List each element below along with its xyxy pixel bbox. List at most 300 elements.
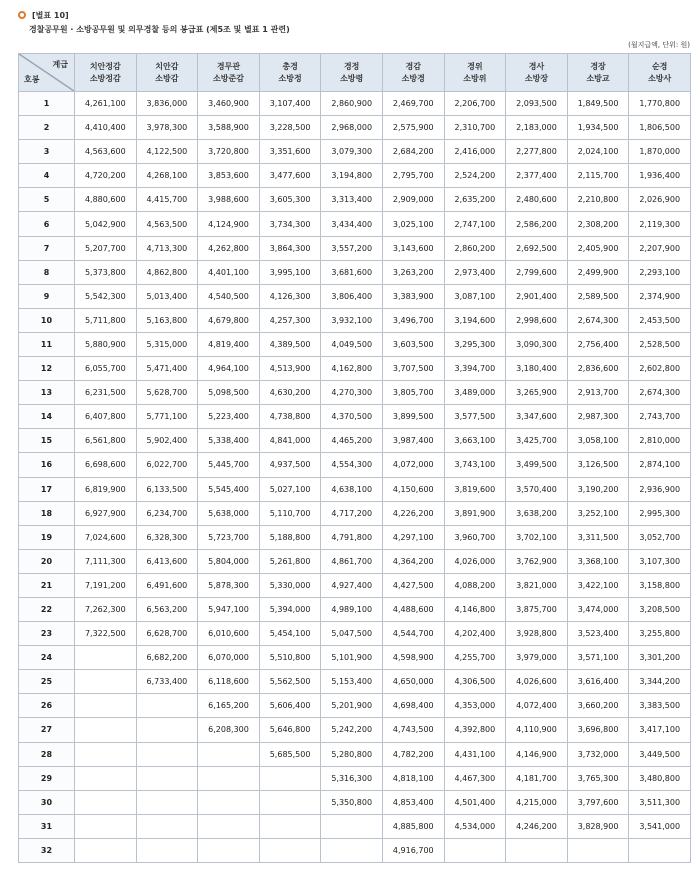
salary-cell: 3,821,000 <box>506 573 568 597</box>
salary-cell: 2,684,200 <box>382 140 444 164</box>
salary-cell: 4,246,200 <box>506 814 568 838</box>
salary-cell: 4,630,200 <box>259 381 321 405</box>
salary-cell: 3,978,300 <box>136 116 198 140</box>
table-row <box>19 164 691 188</box>
step-number-cell: 23 <box>19 622 75 646</box>
salary-cell: 3,107,300 <box>629 549 691 573</box>
rank-fire-label: 소방령 <box>340 73 364 83</box>
salary-cell: 3,864,300 <box>259 236 321 260</box>
rank-police-label: 경감 <box>405 61 421 71</box>
salary-cell: 4,262,800 <box>198 236 260 260</box>
salary-cell: 3,797,600 <box>567 790 629 814</box>
salary-cell: 2,799,600 <box>506 260 568 284</box>
salary-cell: 5,723,700 <box>198 525 260 549</box>
salary-cell: 4,650,000 <box>382 670 444 694</box>
salary-cell: 2,293,100 <box>629 260 691 284</box>
table-row <box>19 838 691 862</box>
salary-cell: 4,598,900 <box>382 646 444 670</box>
salary-cell: 5,098,500 <box>198 381 260 405</box>
table-row <box>19 622 691 646</box>
salary-cell: 4,717,200 <box>321 501 383 525</box>
salary-cell <box>75 646 137 670</box>
table-row <box>19 549 691 573</box>
salary-cell: 5,646,800 <box>259 718 321 742</box>
salary-cell: 2,377,400 <box>506 164 568 188</box>
salary-cell: 2,913,700 <box>567 381 629 405</box>
salary-cell <box>259 838 321 862</box>
salary-cell: 4,861,700 <box>321 549 383 573</box>
salary-cell: 6,231,500 <box>75 381 137 405</box>
salary-cell: 2,909,000 <box>382 188 444 212</box>
salary-cell: 7,111,300 <box>75 549 137 573</box>
rank-fire-label: 소방준감 <box>213 73 244 83</box>
rank-header-cell <box>382 54 444 92</box>
salary-cell: 4,927,400 <box>321 573 383 597</box>
salary-cell: 5,047,500 <box>321 622 383 646</box>
salary-cell: 3,158,800 <box>629 573 691 597</box>
salary-cell: 4,743,500 <box>382 718 444 742</box>
salary-cell: 4,563,500 <box>136 212 198 236</box>
salary-cell: 3,190,200 <box>567 477 629 501</box>
rank-fire-label: 소방경 <box>401 73 425 83</box>
step-number-cell: 5 <box>19 188 75 212</box>
salary-cell: 5,101,900 <box>321 646 383 670</box>
table-row <box>19 405 691 429</box>
salary-cell: 3,255,800 <box>629 622 691 646</box>
salary-cell: 3,295,300 <box>444 332 506 356</box>
salary-cell: 2,374,900 <box>629 284 691 308</box>
salary-cell: 3,806,400 <box>321 284 383 308</box>
rank-header-cell <box>567 54 629 92</box>
corner-label-step: 호봉 <box>24 75 40 84</box>
salary-cell: 5,188,800 <box>259 525 321 549</box>
salary-cell: 5,947,100 <box>198 597 260 621</box>
rank-police-label: 치안감 <box>155 61 179 71</box>
salary-cell: 4,026,000 <box>444 549 506 573</box>
salary-cell: 3,107,400 <box>259 92 321 116</box>
salary-cell: 2,575,900 <box>382 116 444 140</box>
rank-police-label: 순경 <box>651 61 668 71</box>
salary-cell: 5,445,700 <box>198 453 260 477</box>
salary-cell: 3,928,800 <box>506 622 568 646</box>
salary-cell: 3,425,700 <box>506 429 568 453</box>
salary-cell: 3,434,400 <box>321 212 383 236</box>
salary-cell: 3,702,100 <box>506 525 568 549</box>
salary-cell: 3,499,500 <box>506 453 568 477</box>
salary-cell <box>629 838 691 862</box>
step-number-cell: 10 <box>19 308 75 332</box>
salary-cell: 4,270,300 <box>321 381 383 405</box>
salary-cell: 3,960,700 <box>444 525 506 549</box>
salary-cell: 4,110,900 <box>506 718 568 742</box>
salary-cell: 4,122,500 <box>136 140 198 164</box>
salary-cell: 3,301,200 <box>629 646 691 670</box>
salary-cell <box>75 742 137 766</box>
salary-cell: 2,469,700 <box>382 92 444 116</box>
rank-fire-label: 소방위 <box>463 73 487 83</box>
rank-fire-label: 소방교 <box>586 73 610 83</box>
salary-cell: 3,987,400 <box>382 429 444 453</box>
salary-cell: 2,589,500 <box>567 284 629 308</box>
salary-cell: 3,087,100 <box>444 284 506 308</box>
salary-cell: 5,638,000 <box>198 501 260 525</box>
table-row <box>19 236 691 260</box>
corner-label-rank: 계급 <box>52 60 68 69</box>
salary-cell: 4,146,900 <box>506 742 568 766</box>
salary-cell: 2,692,500 <box>506 236 568 260</box>
salary-cell: 2,210,800 <box>567 188 629 212</box>
salary-cell: 2,480,600 <box>506 188 568 212</box>
salary-cell: 3,347,600 <box>506 405 568 429</box>
salary-cell: 3,638,200 <box>506 501 568 525</box>
salary-cell: 3,252,100 <box>567 501 629 525</box>
salary-cell <box>75 790 137 814</box>
salary-cell: 5,628,700 <box>136 381 198 405</box>
step-number-cell: 19 <box>19 525 75 549</box>
salary-cell: 2,416,000 <box>444 140 506 164</box>
salary-cell: 5,685,500 <box>259 742 321 766</box>
salary-cell: 4,150,600 <box>382 477 444 501</box>
rank-police-label: 경정 <box>343 61 360 71</box>
salary-cell: 4,501,400 <box>444 790 506 814</box>
step-number-cell: 18 <box>19 501 75 525</box>
step-number-cell: 12 <box>19 357 75 381</box>
salary-cell: 5,804,000 <box>198 549 260 573</box>
salary-cell: 2,674,300 <box>629 381 691 405</box>
salary-cell: 2,206,700 <box>444 92 506 116</box>
salary-cell: 7,024,600 <box>75 525 137 549</box>
salary-cell: 3,489,000 <box>444 381 506 405</box>
step-number-cell: 6 <box>19 212 75 236</box>
salary-cell: 3,932,100 <box>321 308 383 332</box>
salary-cell: 3,588,900 <box>198 116 260 140</box>
salary-cell <box>259 766 321 790</box>
salary-cell: 4,467,300 <box>444 766 506 790</box>
salary-cell: 5,013,400 <box>136 284 198 308</box>
salary-cell: 3,090,300 <box>506 332 568 356</box>
salary-cell <box>198 790 260 814</box>
salary-cell: 3,853,600 <box>198 164 260 188</box>
step-number-cell: 15 <box>19 429 75 453</box>
salary-cell: 2,674,300 <box>567 308 629 332</box>
salary-cell: 5,394,000 <box>259 597 321 621</box>
salary-cell: 2,795,700 <box>382 164 444 188</box>
salary-cell: 3,313,400 <box>321 188 383 212</box>
table-row <box>19 284 691 308</box>
rank-fire-label: 소방사 <box>648 73 672 83</box>
salary-cell: 5,510,800 <box>259 646 321 670</box>
salary-cell: 2,183,000 <box>506 116 568 140</box>
step-number-cell: 1 <box>19 92 75 116</box>
salary-cell: 4,415,700 <box>136 188 198 212</box>
salary-cell: 4,638,100 <box>321 477 383 501</box>
salary-cell: 3,836,000 <box>136 92 198 116</box>
salary-cell: 4,026,600 <box>506 670 568 694</box>
salary-cell: 5,163,800 <box>136 308 198 332</box>
salary-cell: 5,373,800 <box>75 260 137 284</box>
table-row <box>19 92 691 116</box>
salary-cell: 3,422,100 <box>567 573 629 597</box>
step-number-cell: 16 <box>19 453 75 477</box>
salary-cell: 3,828,900 <box>567 814 629 838</box>
salary-cell: 3,368,100 <box>567 549 629 573</box>
salary-cell: 1,806,500 <box>629 116 691 140</box>
salary-cell <box>321 814 383 838</box>
salary-cell: 4,255,700 <box>444 646 506 670</box>
salary-cell: 5,315,000 <box>136 332 198 356</box>
table-row <box>19 140 691 164</box>
rank-header-cell <box>506 54 568 92</box>
salary-cell: 2,810,000 <box>629 429 691 453</box>
salary-cell: 2,207,900 <box>629 236 691 260</box>
salary-cell: 2,756,400 <box>567 332 629 356</box>
unit-note: (월지급액, 단위: 원) <box>628 41 690 49</box>
salary-cell: 3,496,700 <box>382 308 444 332</box>
salary-cell: 2,973,400 <box>444 260 506 284</box>
salary-cell <box>75 814 137 838</box>
salary-cell: 2,936,900 <box>629 477 691 501</box>
salary-cell: 4,410,400 <box>75 116 137 140</box>
rank-police-label: 경장 <box>590 61 606 71</box>
salary-cell: 5,261,800 <box>259 549 321 573</box>
step-number-cell: 2 <box>19 116 75 140</box>
salary-cell: 4,353,000 <box>444 694 506 718</box>
table-row <box>19 381 691 405</box>
salary-cell: 3,875,700 <box>506 597 568 621</box>
salary-cell: 4,534,000 <box>444 814 506 838</box>
step-number-cell: 7 <box>19 236 75 260</box>
salary-cell: 3,988,600 <box>198 188 260 212</box>
salary-cell: 3,707,500 <box>382 357 444 381</box>
salary-cell: 3,263,200 <box>382 260 444 284</box>
table-row <box>19 694 691 718</box>
salary-cell: 4,841,000 <box>259 429 321 453</box>
salary-cell: 2,115,700 <box>567 164 629 188</box>
salary-cell: 6,234,700 <box>136 501 198 525</box>
salary-cell: 3,383,500 <box>629 694 691 718</box>
salary-cell: 2,998,600 <box>506 308 568 332</box>
salary-cell <box>75 670 137 694</box>
salary-cell: 2,277,800 <box>506 140 568 164</box>
salary-cell: 2,602,800 <box>629 357 691 381</box>
salary-cell <box>444 838 506 862</box>
rank-header-cell <box>444 54 506 92</box>
table-row <box>19 357 691 381</box>
step-number-cell: 3 <box>19 140 75 164</box>
step-number-cell: 28 <box>19 742 75 766</box>
salary-cell: 3,577,500 <box>444 405 506 429</box>
salary-cell: 3,383,900 <box>382 284 444 308</box>
salary-cell: 1,770,800 <box>629 92 691 116</box>
salary-cell <box>75 718 137 742</box>
salary-cell: 2,026,900 <box>629 188 691 212</box>
salary-cell: 6,055,700 <box>75 357 137 381</box>
salary-cell: 4,431,100 <box>444 742 506 766</box>
salary-cell: 6,010,600 <box>198 622 260 646</box>
salary-cell: 6,133,500 <box>136 477 198 501</box>
salary-cell: 4,791,800 <box>321 525 383 549</box>
salary-cell: 2,987,300 <box>567 405 629 429</box>
salary-cell: 5,350,800 <box>321 790 383 814</box>
salary-cell <box>75 838 137 862</box>
salary-cell: 4,880,600 <box>75 188 137 212</box>
salary-cell: 3,663,100 <box>444 429 506 453</box>
salary-cell: 5,771,100 <box>136 405 198 429</box>
rank-fire-label: 소방정 <box>278 73 302 83</box>
step-number-cell: 13 <box>19 381 75 405</box>
salary-cell: 3,660,200 <box>567 694 629 718</box>
salary-cell: 5,042,900 <box>75 212 137 236</box>
salary-cell <box>75 766 137 790</box>
salary-cell: 4,389,500 <box>259 332 321 356</box>
salary-cell: 5,542,300 <box>75 284 137 308</box>
step-number-cell: 27 <box>19 718 75 742</box>
salary-cell: 4,563,600 <box>75 140 137 164</box>
salary-cell: 4,126,300 <box>259 284 321 308</box>
rank-header-cell <box>259 54 321 92</box>
salary-cell: 4,937,500 <box>259 453 321 477</box>
salary-cell: 4,257,300 <box>259 308 321 332</box>
salary-cell: 6,927,900 <box>75 501 137 525</box>
salary-cell: 5,330,000 <box>259 573 321 597</box>
salary-cell: 3,477,600 <box>259 164 321 188</box>
rank-fire-label: 소방장 <box>524 73 549 83</box>
table-row <box>19 525 691 549</box>
salary-cell: 4,713,300 <box>136 236 198 260</box>
salary-cell: 4,226,200 <box>382 501 444 525</box>
salary-cell: 7,322,500 <box>75 622 137 646</box>
salary-cell: 3,311,500 <box>567 525 629 549</box>
salary-cell: 2,901,400 <box>506 284 568 308</box>
salary-cell: 4,202,400 <box>444 622 506 646</box>
table-row <box>19 260 691 284</box>
salary-cell: 3,819,600 <box>444 477 506 501</box>
salary-cell: 2,310,700 <box>444 116 506 140</box>
salary-cell: 6,628,700 <box>136 622 198 646</box>
salary-cell: 5,223,400 <box>198 405 260 429</box>
salary-cell: 5,878,300 <box>198 573 260 597</box>
salary-cell <box>136 766 198 790</box>
salary-cell: 3,351,600 <box>259 140 321 164</box>
rank-police-label: 총경 <box>282 61 298 71</box>
salary-cell: 4,544,700 <box>382 622 444 646</box>
step-number-cell: 11 <box>19 332 75 356</box>
rank-header-cell <box>136 54 198 92</box>
salary-cell: 5,280,800 <box>321 742 383 766</box>
rank-police-label: 경사 <box>528 61 545 71</box>
rank-police-label: 치안정감 <box>89 61 121 71</box>
table-row <box>19 212 691 236</box>
salary-cell: 3,474,000 <box>567 597 629 621</box>
salary-cell: 4,306,500 <box>444 670 506 694</box>
step-number-cell: 29 <box>19 766 75 790</box>
salary-cell: 4,049,500 <box>321 332 383 356</box>
rank-fire-label: 소방정감 <box>89 73 121 83</box>
salary-cell: 3,603,500 <box>382 332 444 356</box>
table-header-row <box>19 54 691 92</box>
salary-cell: 3,571,100 <box>567 646 629 670</box>
table-row <box>19 308 691 332</box>
salary-cell: 6,561,800 <box>75 429 137 453</box>
step-number-cell: 20 <box>19 549 75 573</box>
step-number-cell: 25 <box>19 670 75 694</box>
salary-cell <box>259 790 321 814</box>
rank-header-cell <box>321 54 383 92</box>
document-title: 경찰공무원 · 소방공무원 및 의무경찰 등의 봉급표 (제5조 및 별표 1 관련) <box>29 25 290 34</box>
salary-cell: 1,934,500 <box>567 116 629 140</box>
salary-cell: 3,805,700 <box>382 381 444 405</box>
tag-row <box>18 9 690 21</box>
salary-cell: 5,201,900 <box>321 694 383 718</box>
salary-cell: 4,268,100 <box>136 164 198 188</box>
salary-cell: 2,024,100 <box>567 140 629 164</box>
salary-cell: 4,401,100 <box>198 260 260 284</box>
salary-cell <box>198 838 260 862</box>
salary-cell <box>567 838 629 862</box>
salary-cell: 7,262,300 <box>75 597 137 621</box>
salary-cell: 2,874,100 <box>629 453 691 477</box>
salary-cell: 4,297,100 <box>382 525 444 549</box>
salary-cell: 3,511,300 <box>629 790 691 814</box>
salary-cell: 3,743,100 <box>444 453 506 477</box>
salary-cell: 5,242,200 <box>321 718 383 742</box>
salary-table <box>18 53 691 863</box>
step-number-cell: 22 <box>19 597 75 621</box>
salary-cell: 2,836,600 <box>567 357 629 381</box>
salary-cell: 5,027,100 <box>259 477 321 501</box>
salary-cell: 3,480,800 <box>629 766 691 790</box>
rank-police-label: 경위 <box>467 61 483 71</box>
salary-cell: 3,194,800 <box>321 164 383 188</box>
salary-cell: 3,979,000 <box>506 646 568 670</box>
salary-cell: 3,541,000 <box>629 814 691 838</box>
salary-cell: 5,207,700 <box>75 236 137 260</box>
salary-cell: 3,734,300 <box>259 212 321 236</box>
salary-cell: 5,316,300 <box>321 766 383 790</box>
salary-cell: 3,765,300 <box>567 766 629 790</box>
salary-cell: 4,124,900 <box>198 212 260 236</box>
table-row <box>19 453 691 477</box>
salary-cell: 3,696,800 <box>567 718 629 742</box>
salary-cell: 2,743,700 <box>629 405 691 429</box>
salary-cell <box>136 742 198 766</box>
salary-cell: 4,853,400 <box>382 790 444 814</box>
salary-cell: 4,554,300 <box>321 453 383 477</box>
salary-cell: 4,720,200 <box>75 164 137 188</box>
salary-cell: 4,427,500 <box>382 573 444 597</box>
salary-cell: 2,635,200 <box>444 188 506 212</box>
salary-cell <box>198 814 260 838</box>
salary-cell: 2,995,300 <box>629 501 691 525</box>
salary-cell: 6,165,200 <box>198 694 260 718</box>
table-row <box>19 477 691 501</box>
salary-cell: 2,499,900 <box>567 260 629 284</box>
salary-cell: 5,110,700 <box>259 501 321 525</box>
salary-cell: 5,606,400 <box>259 694 321 718</box>
salary-cell: 3,899,500 <box>382 405 444 429</box>
salary-cell: 5,902,400 <box>136 429 198 453</box>
salary-cell: 2,586,200 <box>506 212 568 236</box>
salary-cell: 4,679,800 <box>198 308 260 332</box>
rank-header-cell <box>198 54 260 92</box>
salary-cell: 5,545,400 <box>198 477 260 501</box>
salary-cell <box>75 694 137 718</box>
salary-cell: 3,126,500 <box>567 453 629 477</box>
salary-cell: 3,557,200 <box>321 236 383 260</box>
rank-fire-label: 소방감 <box>155 73 179 83</box>
salary-cell: 2,968,000 <box>321 116 383 140</box>
salary-cell: 6,698,600 <box>75 453 137 477</box>
